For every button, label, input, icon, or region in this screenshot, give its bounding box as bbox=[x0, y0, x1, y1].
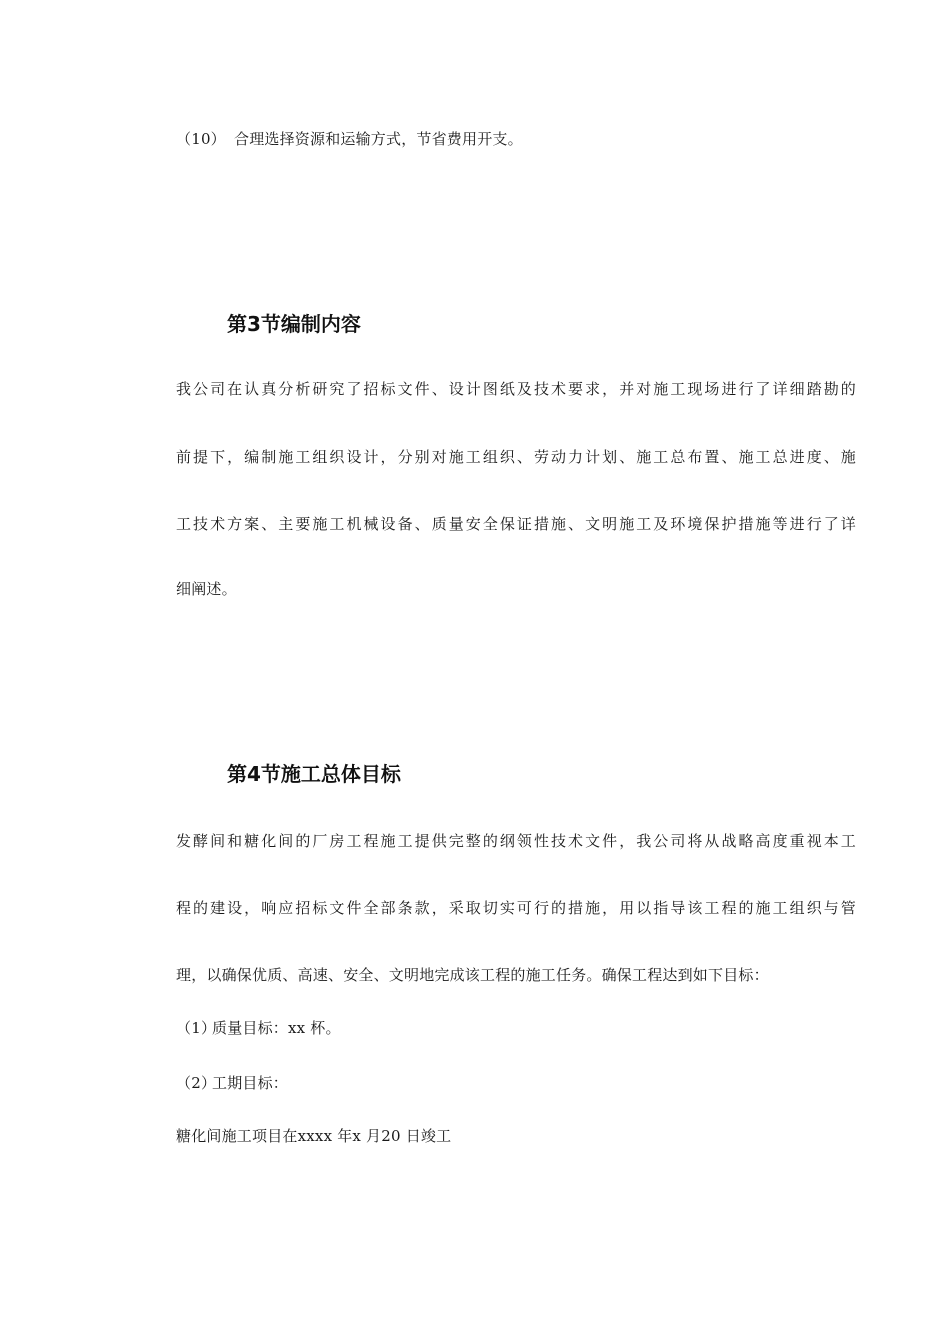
section-3-paragraph-line: 工技术方案、主要施工机械设备、质量安全保证措施、文明施工及环境保护措施等进行了详 bbox=[176, 515, 856, 533]
list-item-2 bbox=[176, 1073, 856, 1093]
section-4-heading: 第4节施工总体目标 bbox=[227, 762, 401, 786]
list-item-10 bbox=[176, 129, 856, 149]
list-item-1 bbox=[176, 1018, 856, 1038]
section-4-paragraph-line: 程的建设，响应招标文件全部条款，采取切实可行的措施，用以指导该工程的施工组织与管 bbox=[176, 899, 856, 917]
list-item-text: 合理选择资源和运输方式，节省费用开支。 bbox=[234, 130, 523, 148]
list-item-text: 工期目标： bbox=[212, 1074, 289, 1092]
section-3-paragraph-line: 前提下，编制施工组织设计，分别对施工组织、劳动力计划、施工总布置、施工总进度、施 bbox=[176, 448, 856, 466]
section-3-heading: 第3节编制内容 bbox=[227, 312, 361, 336]
schedule-line: 糖化间施工项目在xxxx 年x 月20 日竣工 bbox=[176, 1127, 452, 1145]
section-4-paragraph-line: 理，以确保优质、高速、安全、文明地完成该工程的施工任务。确保工程达到如下目标： bbox=[176, 966, 769, 984]
list-item-number: （10） bbox=[176, 130, 226, 148]
list-item-number: （2） bbox=[176, 1074, 217, 1092]
list-item-number: （1） bbox=[176, 1019, 217, 1037]
list-item-text: 质量目标：xx 杯。 bbox=[212, 1019, 341, 1037]
section-4-paragraph-line: 发酵间和糖化间的厂房工程施工提供完整的纲领性技术文件，我公司将从战略高度重视本工 bbox=[176, 832, 856, 850]
section-3-paragraph-line: 我公司在认真分析研究了招标文件、设计图纸及技术要求，并对施工现场进行了详细踏勘的 bbox=[176, 380, 856, 398]
section-3-paragraph-line: 细阐述。 bbox=[176, 580, 237, 598]
